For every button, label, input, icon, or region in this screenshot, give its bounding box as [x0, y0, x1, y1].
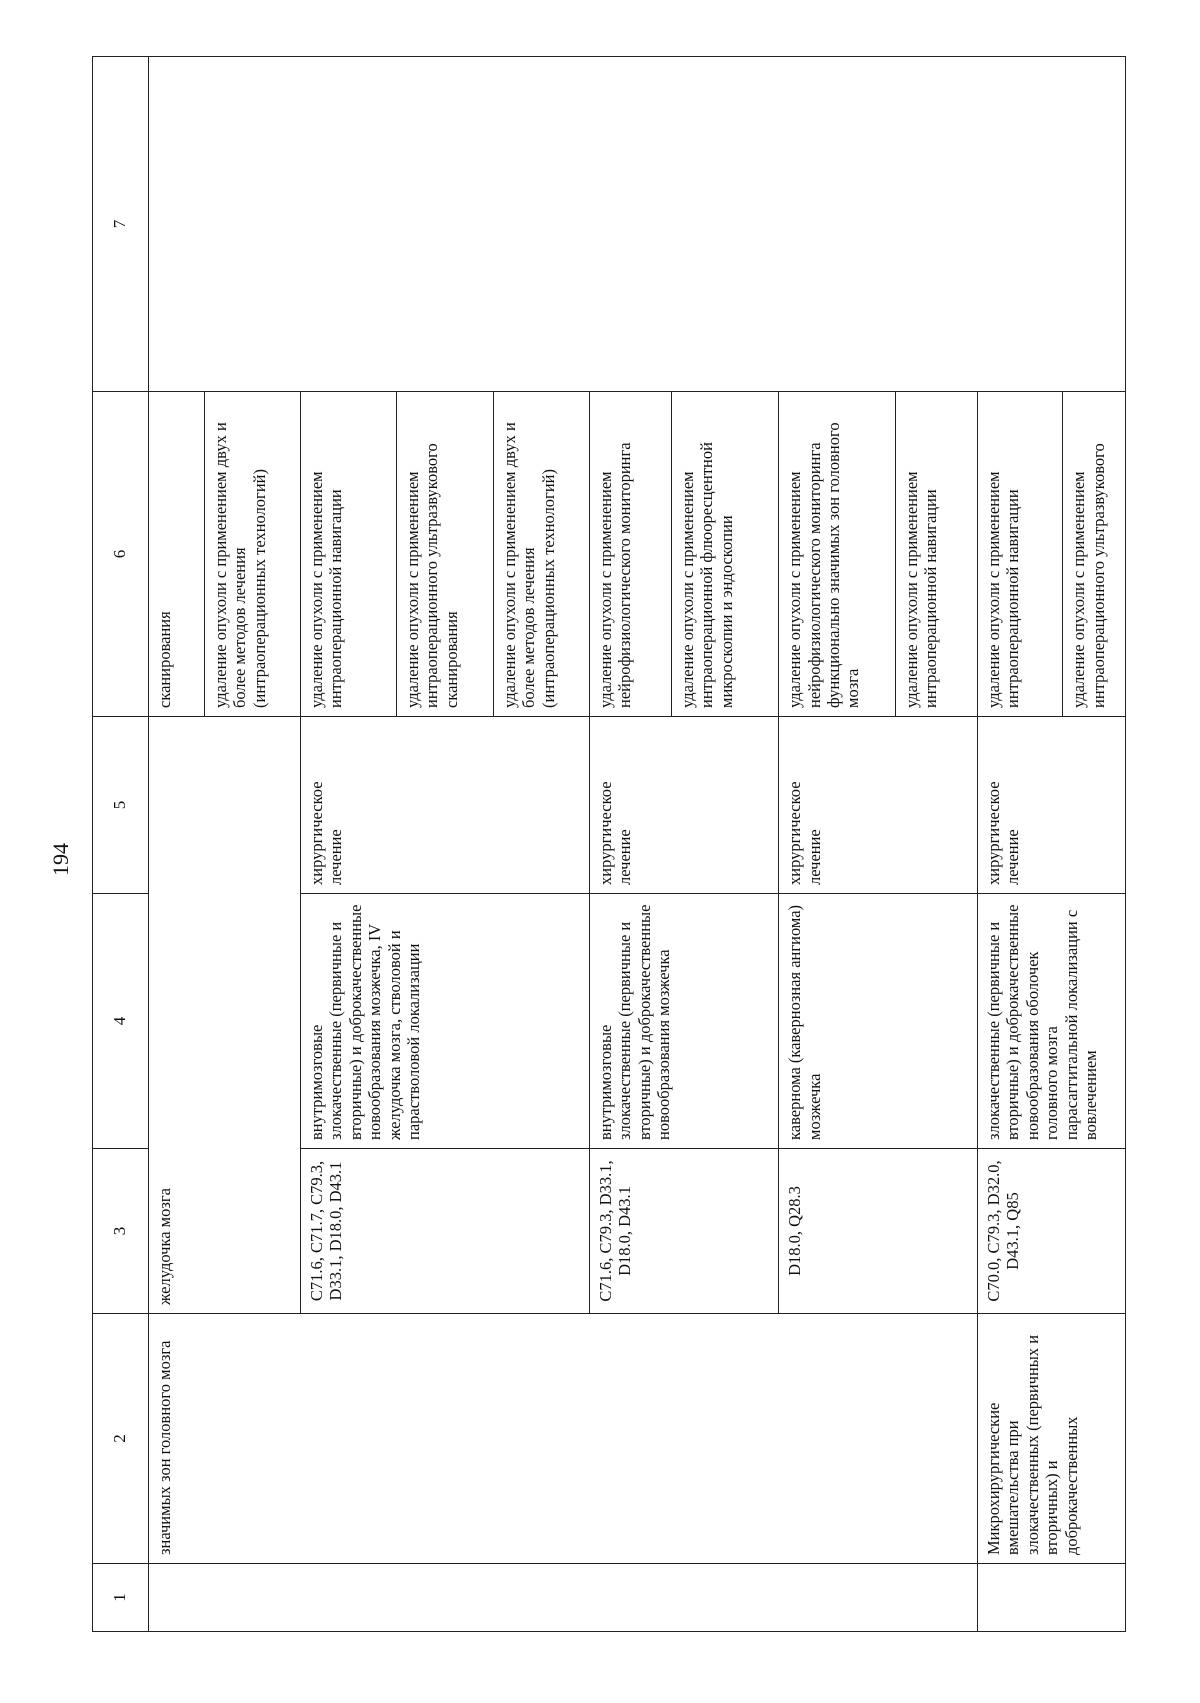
column-number-row [93, 57, 149, 1632]
rotated-page [92, 57, 1126, 1632]
cell-treatment-method: удаление опухоли с применением нейрофизиологического мониторинга функционально значимых зон головного мозга [779, 392, 895, 717]
cell-treatment-method: удаление опухоли с применением двух и более методов лечения (интраоперационных технологий) [493, 392, 589, 717]
cell-col1-blank [977, 1564, 1125, 1632]
cell-method-group: значимых зон головного мозга [148, 1314, 977, 1564]
cell-method-group: Микрохирургические вмешательства при злокачественных (первичных и вторичных) и доброкачественных [977, 1314, 1125, 1564]
column-header-4: 4 [93, 894, 149, 1149]
column-header-5: 5 [93, 717, 149, 894]
cell-treatment-type: хирургическое лечение [589, 717, 779, 894]
column-header-3: 3 [93, 1149, 149, 1314]
cell-treatment-method: удаление опухоли с применением нейрофизиологического мониторинга [589, 392, 671, 717]
cell-treatment-method: сканирования [148, 392, 204, 717]
column-header-2: 2 [93, 1314, 149, 1564]
column-header-1: 1 [93, 1564, 149, 1632]
cell-condition-continued: желудочка мозга [148, 717, 300, 1314]
cell-icd-codes: C71.6, C71.7, C79.3, D33.1, D18.0, D43.1 [300, 1149, 589, 1314]
table-row [148, 57, 204, 1632]
cell-col1-blank [148, 1564, 977, 1632]
cell-treatment-method: удаление опухоли с применением двух и более методов лечения (интраоперационных технологий) [204, 392, 300, 717]
cell-treatment-method: удаление опухоли с применением интраоперационного ультразвукового сканирования [396, 392, 493, 717]
cell-treatment-method: удаление опухоли с применением интраоперационной навигации [300, 392, 396, 717]
cell-col7-blank [148, 57, 1125, 392]
cell-condition: внутримозговые злокачественные (первичные и вторичные) и доброкачественные новообразования мозжечка, IV желудочка мозга, стволовой и парастволовой локализации [300, 894, 589, 1149]
cell-treatment-method: удаление опухоли с применением интраоперационной флюоресцентной микроскопии и эндоскопии [671, 392, 778, 717]
cell-condition: злокачественные (первичные и вторичные) и доброкачественные новообразования оболочек головного мозга парасаггитальной локализации с вовлечением [977, 894, 1125, 1149]
cell-icd-codes: C71.6, C79.3, D33.1, D18.0, D43.1 [589, 1149, 779, 1314]
cell-treatment-method: удаление опухоли с применением интраоперационной навигации [977, 392, 1063, 717]
cell-icd-codes: C70.0, C79.3, D32.0, D43.1, Q85 [977, 1149, 1125, 1314]
cell-condition: кавернома (кавернозная ангиома) мозжечка [779, 894, 978, 1149]
cell-treatment-type: хирургическое лечение [300, 717, 589, 894]
cell-treatment-method: удаление опухоли с применением интраоперационной навигации [895, 392, 977, 717]
cell-treatment-method: удаление опухоли с применением интраоперационного ультразвукового [1063, 392, 1126, 717]
column-header-7: 7 [93, 57, 149, 392]
cell-condition: внутримозговые злокачественные (первичные и вторичные) и доброкачественные новообразования мозжечка [589, 894, 779, 1149]
cell-treatment-type: хирургическое лечение [779, 717, 978, 894]
cell-treatment-type: хирургическое лечение [977, 717, 1125, 894]
cell-icd-codes: D18.0, Q28.3 [779, 1149, 978, 1314]
medical-procedures-table [92, 56, 1126, 1632]
column-header-6: 6 [93, 392, 149, 717]
page-number: 194 [48, 843, 73, 876]
